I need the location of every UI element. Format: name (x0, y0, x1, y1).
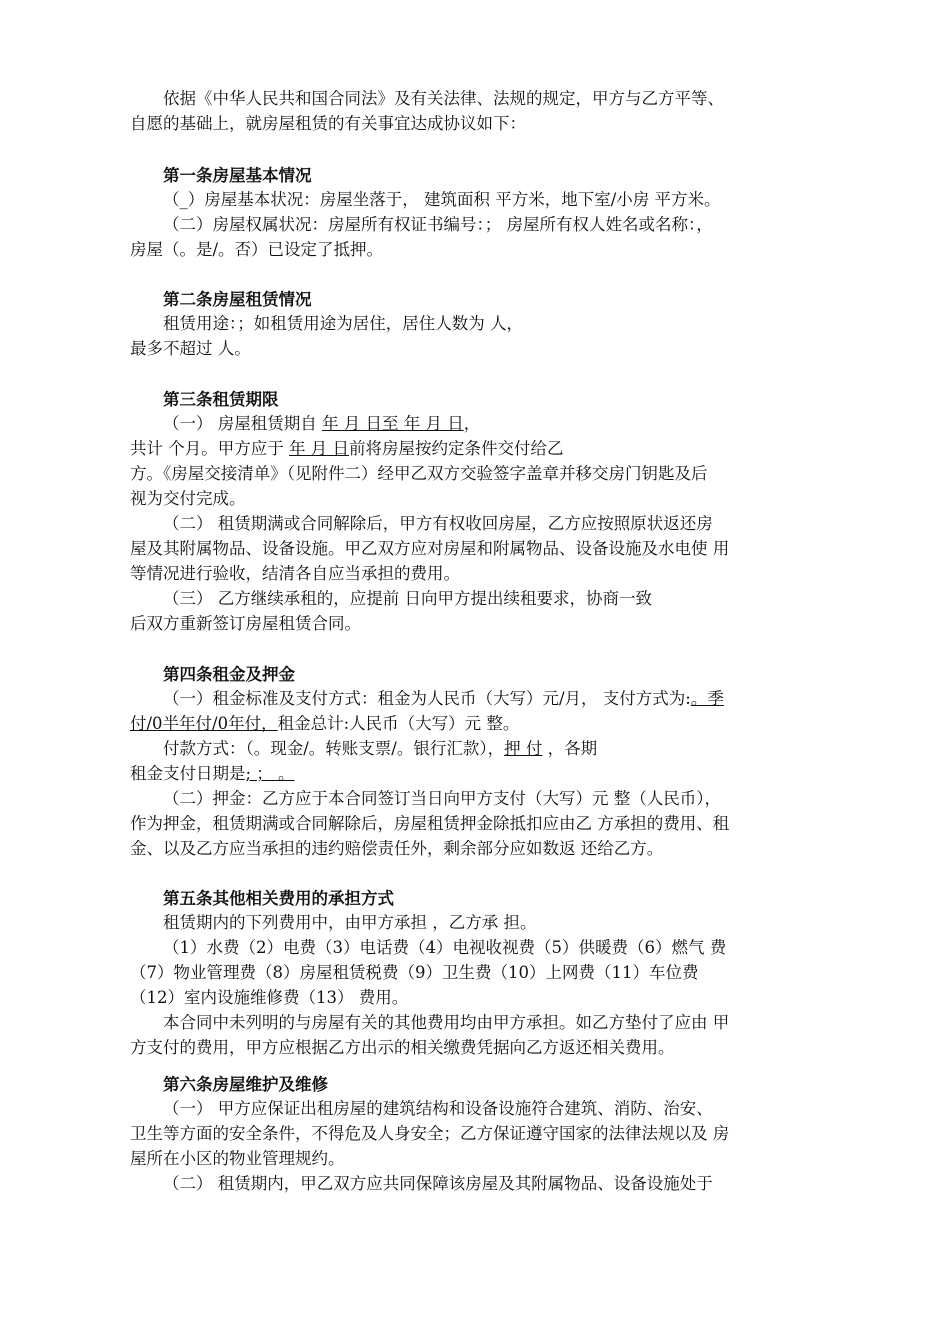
line-text: （一）租金标准及支付方式：租金为人民币（大写）元/月， 支付方式为: (163, 689, 691, 708)
text-line (163, 412, 480, 436)
line-text: 等情况进行验收，结清各自应当承担的费用。 (130, 564, 460, 583)
line-text: 屋所在小区的物业管理规约。 (130, 1149, 345, 1168)
line-text: 第三条租赁期限 (163, 390, 279, 409)
underlined-blank: 年 月 日至 年 月 日 (322, 414, 464, 433)
text-line (163, 87, 724, 111)
text-line (163, 312, 523, 336)
line-text: （三） 乙方继续承租的，应提前 日向甲方提出续租要求，协商一致 (163, 589, 652, 608)
line-text: （7）物业管理费（8）房屋租赁税费（9）卫生费（10）上网费（11）车位费 (130, 963, 699, 982)
text-line (163, 188, 721, 212)
text-line (163, 1011, 729, 1035)
line-text-tail: ， (463, 414, 481, 433)
line-text: （二） 租赁期满或合同解除后，甲方有权收回房屋，乙方应按照原状返还房 (163, 514, 713, 533)
article-heading (163, 388, 279, 412)
line-text: 第六条房屋维护及维修 (163, 1075, 328, 1094)
line-text: 付款方式：（。现金/。转账支票/。银行汇款）， (163, 739, 505, 758)
text-line (130, 537, 729, 561)
line-text: （一） 房屋租赁期自 (163, 414, 322, 433)
text-line (163, 911, 537, 935)
text-line (130, 462, 708, 486)
line-text: 共计 个月。甲方应于 (130, 439, 289, 458)
text-line (163, 1097, 713, 1121)
text-line (130, 712, 519, 736)
text-line (130, 238, 383, 262)
line-text: （一） 甲方应保证出租房屋的建筑结构和设备设施符合建筑、消防、治安、 (163, 1099, 713, 1118)
underlined-blank: 。季 (690, 689, 724, 708)
underlined-blank: ; ； 。 (245, 764, 295, 783)
underlined-blank: 付/0半年付/0年付， (130, 714, 278, 733)
line-text: 方。《房屋交接清单》（见附件二）经甲乙双方交验签字盖章并移交房门钥匙及后 (130, 464, 708, 483)
line-text: 租赁用途：；如租赁用途为居住，居住人数为 人， (163, 314, 523, 333)
line-text: 自愿的基础上，就房屋租赁的有关事宜达成协议如下： (130, 114, 526, 133)
underlined-blank: 年 月 日 (289, 439, 349, 458)
line-text: 第四条租金及押金 (163, 665, 295, 684)
line-text: （二）房屋权属状况：房屋所有权证书编号：； 房屋所有权人姓名或名称：， (163, 215, 713, 234)
article-heading (163, 1073, 328, 1097)
line-text: 房屋（。是/。否）已设定了抵押。 (130, 240, 384, 259)
line-text: 后双方重新签订房屋租赁合同。 (130, 614, 361, 633)
text-line (130, 112, 526, 136)
text-line (130, 1147, 345, 1171)
line-text: 依据《中华人民共和国合同法》及有关法律、法规的规定，甲方与乙方平等、 (163, 89, 724, 108)
line-text-tail: ，各期 (542, 739, 598, 758)
line-text-tail: 前将房屋按约定条件交付给乙 (349, 439, 564, 458)
text-line (130, 1122, 729, 1146)
line-text: （二） 租赁期内，甲乙双方应共同保障该房屋及其附属物品、设备设施处于 (163, 1174, 713, 1193)
line-text: （_）房屋基本状况：房屋坐落于， 建筑面积 平方米，地下室/小房 平方米。 (163, 190, 721, 209)
article-heading (163, 887, 394, 911)
line-text: 方支付的费用，甲方应根据乙方出示的相关缴费凭据向乙方返还相关费用。 (130, 1038, 675, 1057)
line-text: 租赁期内的下列费用中，由甲方承担 ，乙方承 担。 (163, 913, 537, 932)
text-line (130, 837, 663, 861)
line-text: 最多不超过 人。 (130, 339, 251, 358)
line-text: 卫生等方面的安全条件，不得危及人身安全；乙方保证遵守国家的法律法规以及 房 (130, 1124, 730, 1143)
text-line (130, 437, 564, 461)
text-line (163, 936, 726, 960)
line-text: 视为交付完成。 (130, 489, 246, 508)
article-heading (163, 663, 295, 687)
text-line (163, 787, 721, 811)
text-line (130, 562, 460, 586)
text-line (130, 1036, 675, 1060)
line-text: 第一条房屋基本情况 (163, 166, 312, 185)
text-line (130, 487, 246, 511)
line-text: 租金支付日期是 (130, 764, 246, 783)
line-text: （1）水费（2）电费（3）电话费（4）电视收视费（5）供暖费（6）燃气 费 (163, 938, 727, 957)
text-line (163, 687, 724, 711)
line-text: （二）押金：乙方应于本合同签订当日向甲方支付（大写）元 整（人民币）， (163, 789, 721, 808)
article-heading (163, 164, 312, 188)
line-text: 屋及其附属物品、设备设施。甲乙双方应对房屋和附属物品、设备设施及水电使 用 (130, 539, 730, 558)
line-text: 金、以及乙方应当承担的违约赔偿责任外，剩余部分应如数返 还给乙方。 (130, 839, 664, 858)
line-text: （12）室内设施维修费（13） 费用。 (130, 988, 409, 1007)
text-line (130, 812, 729, 836)
line-text-tail: 租金总计:人民币（大写）元 整。 (277, 714, 520, 733)
text-line (130, 612, 361, 636)
text-line (130, 961, 699, 985)
text-line (130, 762, 295, 786)
text-line (163, 587, 652, 611)
line-text: 作为押金，租赁期满或合同解除后，房屋租赁押金除抵扣应由乙 方承担的费用、租 (130, 814, 730, 833)
article-heading (163, 288, 312, 312)
line-text: 本合同中未列明的与房屋有关的其他费用均由甲方承担。如乙方垫付了应由 甲 (163, 1013, 730, 1032)
text-line (163, 512, 713, 536)
line-text: 第二条房屋租赁情况 (163, 290, 312, 309)
text-line (130, 986, 408, 1010)
text-line (130, 337, 251, 361)
text-line (163, 737, 597, 761)
line-text: 第五条其他相关费用的承担方式 (163, 889, 394, 908)
underlined-blank: 押 付 (504, 739, 543, 758)
text-line (163, 1172, 713, 1196)
text-line (163, 213, 713, 237)
